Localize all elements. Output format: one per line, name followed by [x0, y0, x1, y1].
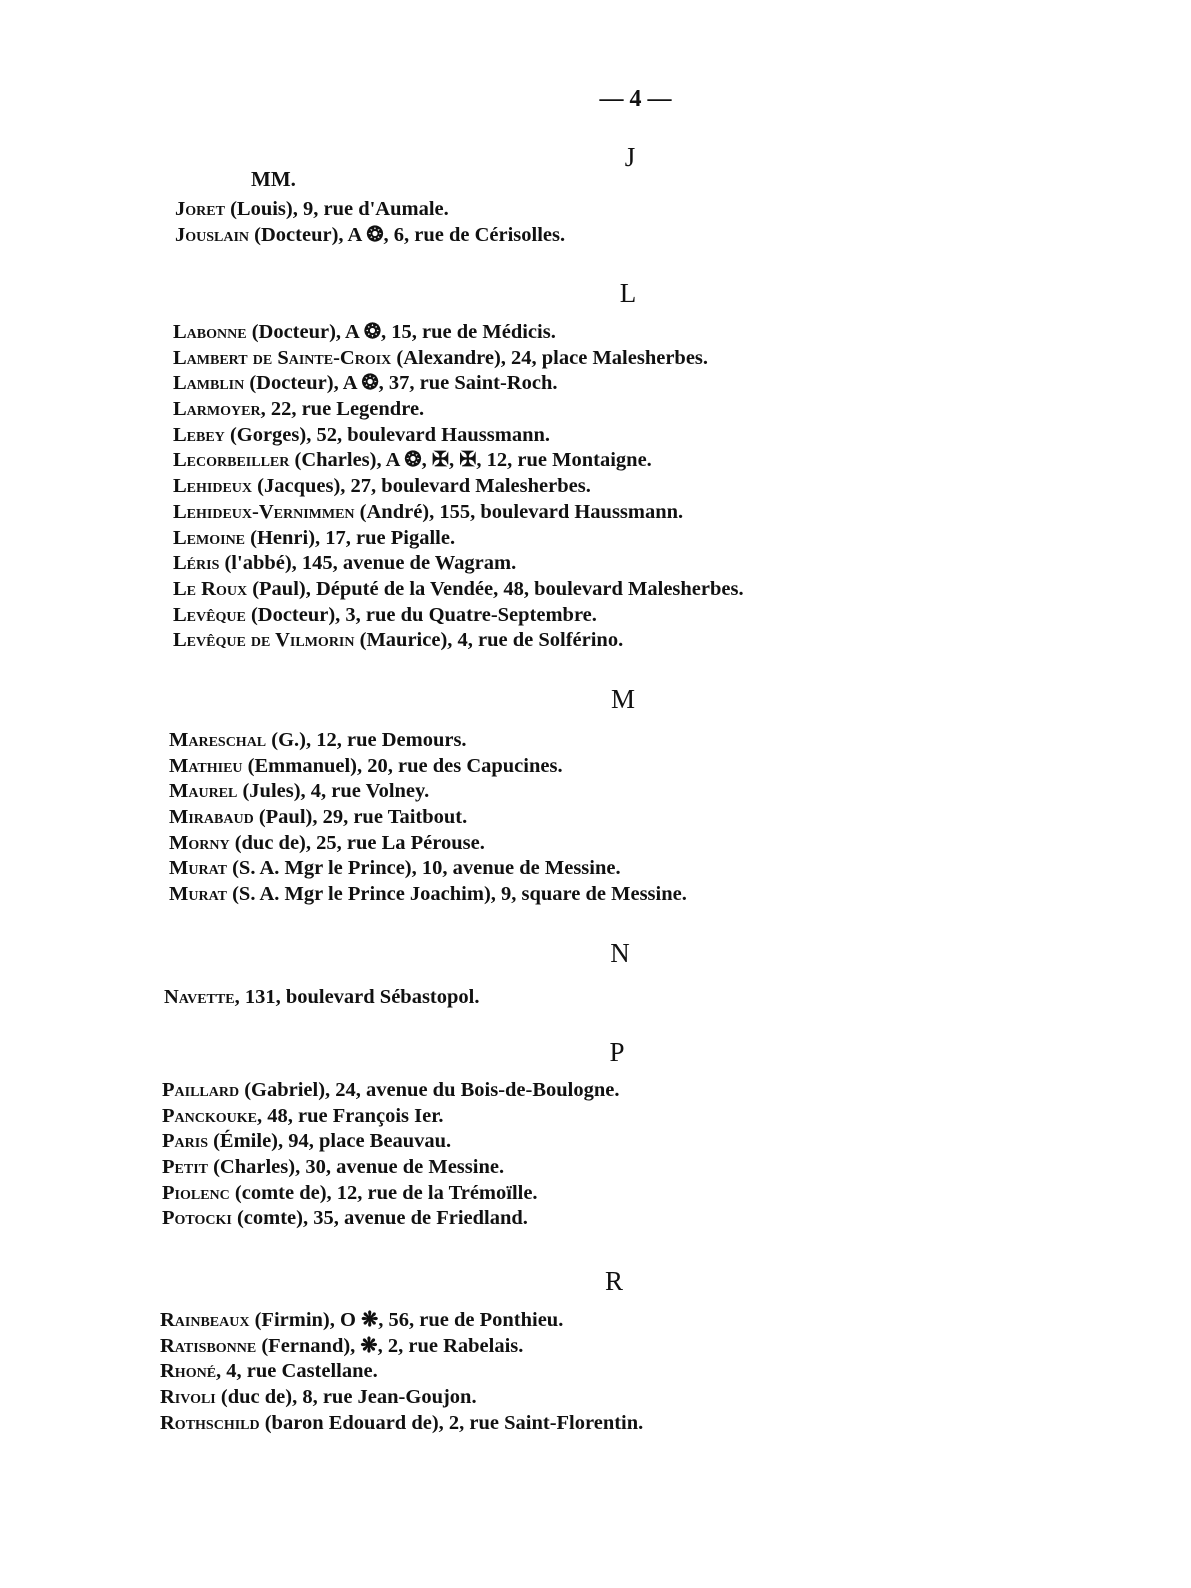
entry-address: (André), 155, boulevard Haussmann. — [354, 500, 684, 523]
entry-list — [162, 1078, 620, 1232]
entry-address: , 48, rue François Ier. — [256, 1104, 444, 1127]
section-letter: M — [610, 684, 635, 714]
entry-name: Le Roux — [173, 577, 248, 600]
entry-name: Lamblin — [173, 372, 245, 395]
section-letter: P — [609, 1037, 625, 1067]
entry-address: (Gorges), 52, boulevard Haussmann. — [224, 423, 550, 446]
list-item — [169, 779, 687, 805]
entry-address: , 131, boulevard Sébastopol. — [234, 986, 480, 1008]
entry-address: (baron Edouard de), 2, rue Saint-Florentin. — [259, 1411, 644, 1434]
list-item — [160, 1359, 643, 1385]
entry-address: (comte de), 12, rue de la Trémoïlle. — [229, 1181, 538, 1204]
entry-name: Potocki — [162, 1207, 232, 1230]
list-item — [173, 320, 744, 346]
list-item — [162, 1078, 620, 1104]
entry-address: (Jacques), 27, boulevard Malesherbes. — [252, 475, 591, 498]
section-letter: R — [604, 1266, 623, 1296]
list-item — [162, 1104, 620, 1130]
entry-name: Murat — [169, 857, 227, 880]
list-item — [173, 346, 744, 372]
list-item — [175, 223, 565, 249]
entry-address: (Maurice), 4, rue de Solférino. — [354, 629, 624, 652]
list-item — [173, 500, 744, 526]
list-item — [173, 577, 744, 603]
list-item — [162, 1181, 620, 1207]
list-item — [169, 728, 687, 754]
list-item — [169, 754, 687, 780]
entry-name: Rhoné — [160, 1360, 217, 1383]
entry-list — [160, 1308, 643, 1436]
list-item — [173, 474, 744, 500]
salutation: MM. — [251, 167, 296, 191]
list-item — [162, 1129, 620, 1155]
entry-name: Paris — [162, 1130, 208, 1153]
entry-address: (S. A. Mgr le Prince), 10, avenue de Messine. — [226, 857, 621, 880]
list-item — [175, 197, 565, 223]
entry-address: , 4, rue Castellane. — [216, 1360, 378, 1383]
entry-name: Rothschild — [160, 1411, 260, 1434]
entry-name: Lemoine — [173, 526, 246, 549]
entry-list — [175, 197, 565, 248]
entry-list — [164, 985, 479, 1011]
section-letter: J — [624, 142, 636, 172]
entry-list — [169, 728, 687, 908]
entry-address: (Gabriel), 24, avenue du Bois-de-Boulogne. — [239, 1079, 620, 1101]
entry-list — [173, 320, 744, 654]
entry-address: (Docteur), A ❂, 37, rue Saint-Roch. — [244, 372, 558, 395]
entry-name: Lecorbeiller — [173, 449, 290, 472]
entry-name: Panckouke — [162, 1104, 257, 1127]
entry-name: Jouslain — [175, 223, 250, 246]
list-item — [173, 628, 744, 654]
list-item — [173, 423, 744, 449]
list-item — [173, 448, 744, 474]
list-item — [173, 603, 744, 629]
entry-name: Levêque de Vilmorin — [173, 629, 355, 652]
entry-name: Mareschal — [169, 729, 267, 751]
entry-name: Labonne — [173, 321, 247, 343]
entry-address: (Firmin), O ❋, 56, rue de Ponthieu. — [249, 1309, 564, 1331]
entry-name: Lehideux — [173, 475, 253, 498]
section-letter: N — [610, 938, 630, 968]
list-item — [169, 882, 687, 908]
entry-address: (comte), 35, avenue de Friedland. — [231, 1207, 528, 1230]
page-number: — 4 — — [599, 86, 672, 112]
section-letter: L — [619, 278, 637, 308]
entry-name: Mathieu — [169, 754, 243, 777]
entry-address: (Charles), 30, avenue de Messine. — [207, 1156, 505, 1179]
list-item — [162, 1155, 620, 1181]
entry-name: Murat — [169, 883, 227, 906]
list-item — [169, 856, 687, 882]
entry-name: Rainbeaux — [160, 1309, 250, 1331]
entry-name: Larmoyer — [173, 398, 261, 421]
list-item — [160, 1308, 643, 1334]
entry-name: Lebey — [173, 423, 225, 446]
entry-address: (Docteur), A ❂, 15, rue de Médicis. — [246, 321, 556, 343]
entry-address: (Alexandre), 24, place Malesherbes. — [391, 346, 709, 369]
entry-address: (Emmanuel), 20, rue des Capucines. — [242, 754, 563, 777]
entry-name: Morny — [169, 831, 230, 854]
list-item — [169, 831, 687, 857]
entry-name: Léris — [173, 552, 220, 575]
entry-name: Lambert de Sainte-Croix — [173, 346, 392, 369]
entry-address: (S. A. Mgr le Prince Joachim), 9, square de Messine. — [226, 883, 687, 906]
list-item — [160, 1385, 643, 1411]
entry-name: Ratisbonne — [160, 1334, 257, 1357]
list-item — [160, 1411, 643, 1437]
list-item — [173, 551, 744, 577]
entry-name: Mirabaud — [169, 806, 254, 829]
entry-name: Lehideux-Vernimmen — [173, 500, 355, 523]
entry-address: (duc de), 8, rue Jean-Goujon. — [215, 1386, 477, 1409]
entry-address: (Louis), 9, rue d'Aumale. — [224, 198, 449, 220]
entry-name: Joret — [175, 198, 225, 220]
list-item — [173, 526, 744, 552]
list-item — [164, 985, 479, 1011]
entry-name: Navette — [164, 986, 235, 1008]
entry-name: Piolenc — [162, 1181, 230, 1204]
list-item — [169, 805, 687, 831]
list-item — [162, 1206, 620, 1232]
entry-address: (duc de), 25, rue La Pérouse. — [229, 831, 485, 854]
entry-address: (Émile), 94, place Beauvau. — [207, 1130, 452, 1153]
entry-address: (Paul), 29, rue Taitbout. — [253, 806, 468, 829]
entry-address: (l'abbé), 145, avenue de Wagram. — [219, 552, 517, 575]
entry-name: Rivoli — [160, 1386, 216, 1409]
list-item — [160, 1334, 643, 1360]
entry-name: Levêque — [173, 603, 246, 626]
entry-address: , 22, rue Legendre. — [260, 398, 425, 421]
list-item — [173, 397, 744, 423]
entry-address: (G.), 12, rue Demours. — [266, 729, 467, 751]
entry-address: (Docteur), A ❂, 6, rue de Cérisolles. — [249, 223, 566, 246]
entry-address: (Jules), 4, rue Volney. — [237, 780, 430, 803]
entry-name: Paillard — [162, 1079, 240, 1101]
entry-name: Petit — [162, 1156, 208, 1179]
list-item — [173, 371, 744, 397]
entry-name: Maurel — [169, 780, 238, 803]
entry-address: (Paul), Député de la Vendée, 48, boulevard Malesherbes. — [247, 577, 744, 600]
entry-address: (Henri), 17, rue Pigalle. — [245, 526, 456, 549]
entry-address: (Docteur), 3, rue du Quatre-Septembre. — [245, 603, 597, 626]
entry-address: (Fernand), ❋, 2, rue Rabelais. — [256, 1334, 524, 1357]
entry-address: (Charles), A ❂, ✠, ✠, 12, rue Montaigne. — [289, 449, 652, 472]
